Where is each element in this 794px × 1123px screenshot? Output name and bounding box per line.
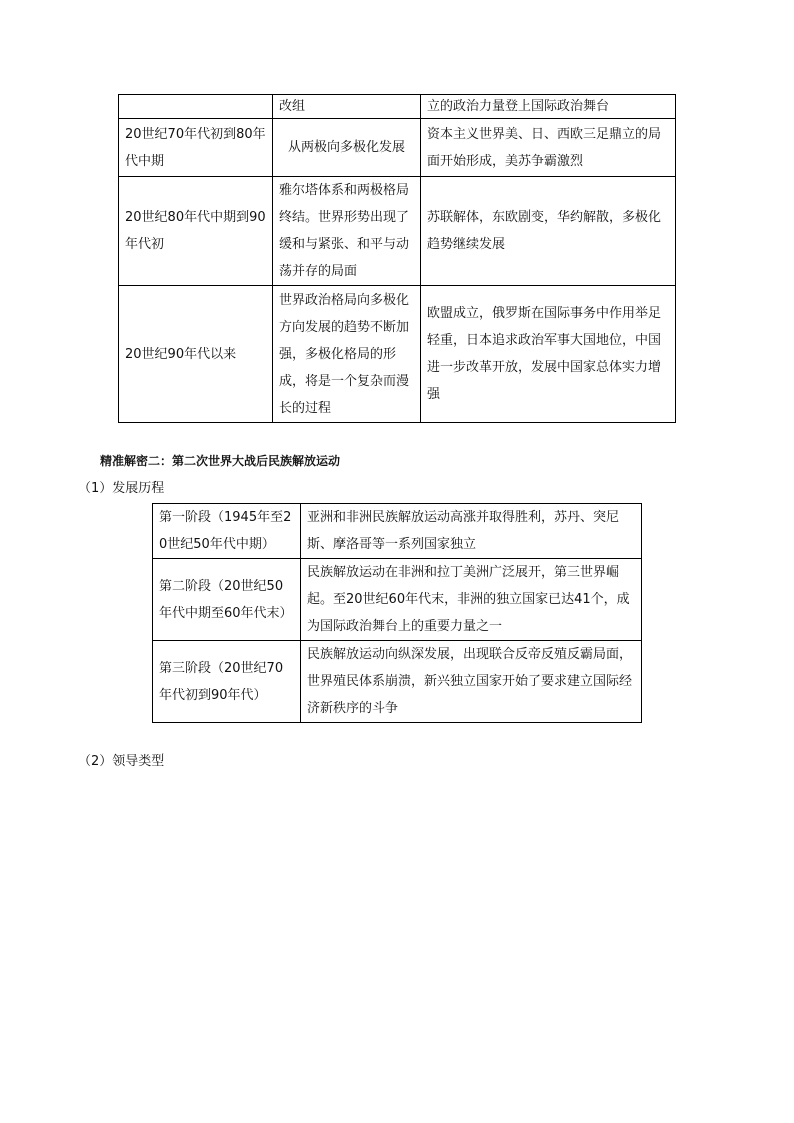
- stage-cell: 第一阶段（1945年至20世纪50年代中期）: [153, 504, 301, 559]
- section-heading: 精准解密二：第二次世界大战后民族解放运动: [100, 454, 341, 468]
- stage-cell: 第二阶段（20世纪50年代中期至60年代末）: [153, 559, 301, 641]
- political-pattern-table: [118, 94, 676, 423]
- subsection-title: （1）发展历程: [78, 481, 165, 496]
- detail-cell: 立的政治力量登上国际政治舞台: [421, 95, 676, 119]
- feature-cell: 从两极向多极化发展: [273, 119, 421, 177]
- detail-cell: 资本主义世界美、日、西欧三足鼎立的局面开始形成，美苏争霸激烈: [421, 119, 676, 177]
- table-row: [153, 559, 642, 641]
- table-row: [153, 504, 642, 559]
- liberation-stages-table: [152, 503, 642, 723]
- table-row: [119, 95, 676, 119]
- table-row: [153, 641, 642, 723]
- table-row: [119, 286, 676, 423]
- period-cell: [119, 95, 273, 119]
- feature-cell: 改组: [273, 95, 421, 119]
- content-cell: 民族解放运动在非洲和拉丁美洲广泛展开，第三世界崛起。至20世纪60年代末，非洲的独立国家已达41个，成为国际政治舞台上的重要力量之一: [301, 559, 642, 641]
- period-cell: 20世纪70年代初到80年代中期: [119, 119, 273, 177]
- subsection-title: （2）领导类型: [78, 754, 165, 769]
- detail-cell: 苏联解体，东欧剧变，华约解散，多极化趋势继续发展: [421, 177, 676, 286]
- period-cell: 20世纪90年代以来: [119, 286, 273, 423]
- feature-cell: 世界政治格局向多极化方向发展的趋势不断加强，多极化格局的形成，将是一个复杂而漫长的过程: [273, 286, 421, 423]
- detail-cell: 欧盟成立，俄罗斯在国际事务中作用举足轻重，日本追求政治军事大国地位，中国进一步改革开放，发展中国家总体实力增强: [421, 286, 676, 423]
- content-cell: 民族解放运动向纵深发展，出现联合反帝反殖反霸局面，世界殖民体系崩溃，新兴独立国家开始了要求建立国际经济新秩序的斗争: [301, 641, 642, 723]
- table-row: [119, 119, 676, 177]
- content-cell: 亚洲和非洲民族解放运动高涨并取得胜利，苏丹、突尼斯、摩洛哥等一系列国家独立: [301, 504, 642, 559]
- table-row: [119, 177, 676, 286]
- period-cell: 20世纪80年代中期到90年代初: [119, 177, 273, 286]
- stage-cell: 第三阶段（20世纪70年代初到90年代）: [153, 641, 301, 723]
- feature-cell: 雅尔塔体系和两极格局终结。世界形势出现了缓和与紧张、和平与动荡并存的局面: [273, 177, 421, 286]
